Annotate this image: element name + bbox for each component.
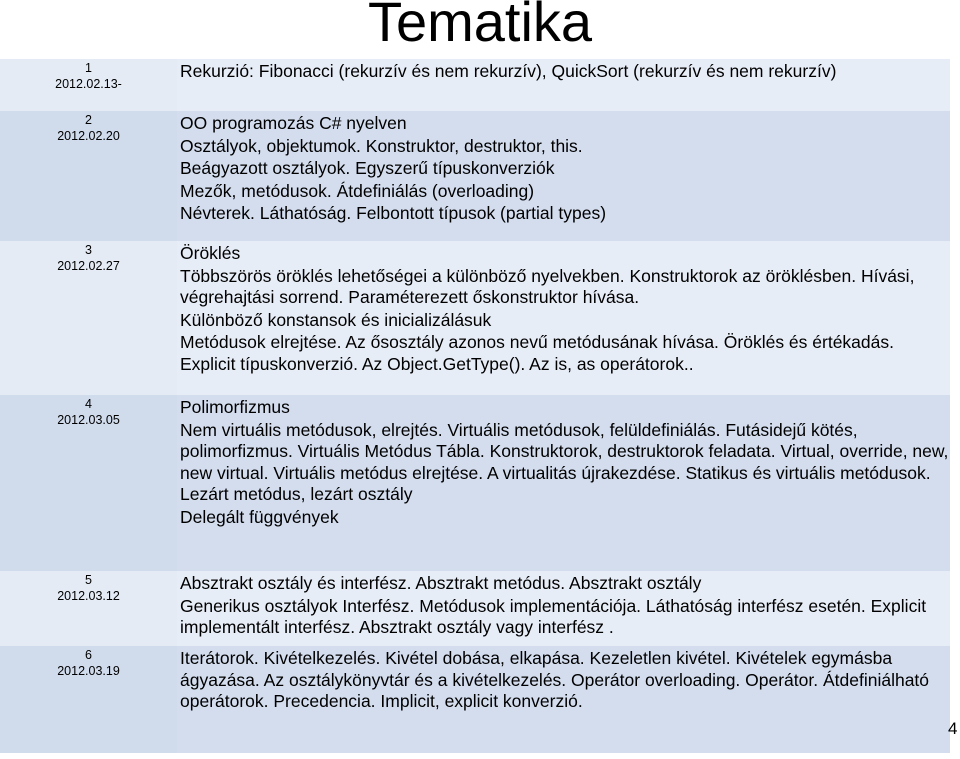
date-cell (0, 571, 177, 646)
week-number: 4 (85, 397, 92, 411)
date-cell (0, 241, 177, 395)
week-number: 1 (85, 61, 92, 75)
date-cell (0, 111, 177, 241)
week-date: 2012.03.19 (57, 663, 120, 678)
topics-cell (177, 59, 950, 111)
date-cell (0, 395, 177, 571)
week-date: 2012.03.05 (57, 412, 120, 427)
topic-line: Különböző konstansok és inicializálásuk (180, 309, 492, 330)
date-cell (0, 59, 177, 111)
topic-line: Delegált függvények (180, 506, 339, 527)
topic-line: Nem virtuális metódusok, elrejtés. Virtuális metódusok, felüldefiniálás. Futásidejű kötés, polimorfizmus. Virtuális Metódus Tábla. Konstruktorok, destruktorok feladata. Virtual, override, new, new virtual. Virtuális metódus elrejtése. A virtualitás újrakezdése. Statikus és virtuális metódusok. Lezárt metódus, lezárt osztály (180, 419, 949, 504)
week-number: 6 (85, 648, 92, 662)
topic-line: Osztályok, objektumok. Konstruktor, destruktor, this. (180, 135, 583, 156)
topic-line: Metódusok elrejtése. Az ősosztály azonos nevű metódusának hívása. Öröklés és értékadás. Explicit típuskonverzió. Az Object.GetType(). Az is, as operátorok.. (180, 332, 894, 374)
week-date: 2012.02.20 (57, 128, 120, 143)
topics-cell (177, 111, 950, 241)
topics-cell (177, 646, 950, 753)
week-number: 5 (85, 573, 92, 587)
topic-line: Névterek. Láthatóság. Felbontott típusok (partial types) (180, 203, 607, 223)
page-title: Tematika (367, 0, 593, 53)
page-number: 4 (948, 719, 958, 738)
topics-cell (177, 571, 950, 646)
date-cell (0, 646, 177, 753)
topic-line: Többszörös öröklés lehetőségei a különböző nyelvekben. Konstruktorok az öröklésben. Hívási, végrehajtási sorrend. Paraméterezett őskonstruktor hívása. (180, 265, 915, 307)
topics-cell (177, 241, 950, 395)
topic-line: Iterátorok. Kivételkezelés. Kivétel dobása, elkapása. Kezeletlen kivétel. Kivételek egymásba ágyazása. Az osztálykönyvtár és a kivételkezelés. Operátor overloading. Operátor. Átdefiniálható operátorok. Precedencia. Implicit, explicit konverzió. (180, 648, 930, 711)
topic-line: Beágyazott osztályok. Egyszerű típuskonverziók (180, 158, 555, 178)
schedule-table (0, 59, 950, 755)
topic-line: OO programozás C# nyelven (180, 113, 407, 133)
topics-cell (177, 395, 950, 571)
topic-line: Generikus osztályok Interfész. Metódusok implementációja. Láthatóság interfész esetén. Explicit implementált interfész. Absztrakt osztály vagy interfész . (180, 595, 927, 637)
topic-line: Öröklés (180, 243, 241, 263)
topic-line: Rekurzió: Fibonacci (rekurzív és nem rekurzív), QuickSort (rekurzív és nem rekurzív) (180, 61, 837, 81)
topic-line: Polimorfizmus (180, 397, 290, 417)
week-date: 2012.02.13- (55, 76, 122, 91)
topic-line: Mezők, metódusok. Átdefiniálás (overloading) (180, 180, 535, 201)
topic-line: Absztrakt osztály és interfész. Absztrakt metódus. Absztrakt osztály (180, 573, 702, 593)
week-number: 2 (85, 113, 92, 127)
week-date: 2012.03.12 (57, 588, 120, 603)
week-date: 2012.02.27 (57, 258, 120, 273)
week-number: 3 (85, 243, 92, 257)
